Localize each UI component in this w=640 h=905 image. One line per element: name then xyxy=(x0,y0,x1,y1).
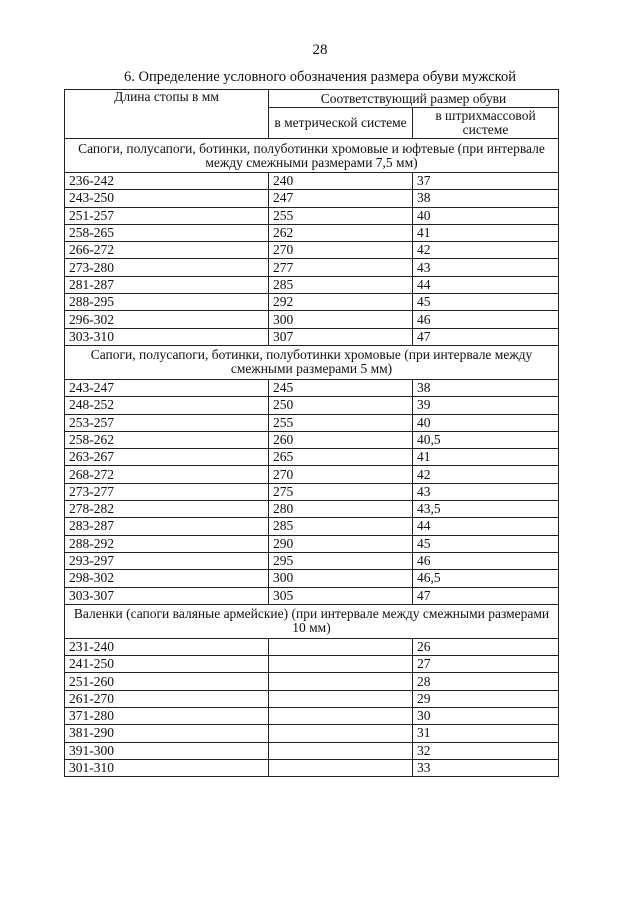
cell-foot-length: 371-280 xyxy=(65,708,269,725)
cell-metric-size xyxy=(269,725,413,742)
cell-metric-size: 285 xyxy=(269,518,413,535)
table-row xyxy=(65,656,559,673)
cell-foot-length: 253-257 xyxy=(65,414,269,431)
cell-metric-size: 290 xyxy=(269,535,413,552)
cell-stroke-size: 46,5 xyxy=(413,570,559,587)
header-foot-length: Длина стопы в мм xyxy=(65,90,269,139)
table-row xyxy=(65,483,559,500)
cell-metric-size: 255 xyxy=(269,414,413,431)
cell-metric-size: 270 xyxy=(269,242,413,259)
document-heading: 6. Определение условного обозначения размера обуви мужской xyxy=(124,69,516,85)
header-row xyxy=(65,90,559,108)
cell-stroke-size: 40 xyxy=(413,414,559,431)
table-body xyxy=(65,90,559,777)
table-row xyxy=(65,708,559,725)
cell-metric-size: 250 xyxy=(269,397,413,414)
cell-foot-length: 243-250 xyxy=(65,190,269,207)
cell-stroke-size: 39 xyxy=(413,397,559,414)
header-stroke-system: в штрихмассовой системе xyxy=(413,108,559,139)
cell-metric-size xyxy=(269,708,413,725)
cell-foot-length: 261-270 xyxy=(65,690,269,707)
table-row xyxy=(65,690,559,707)
cell-stroke-size: 27 xyxy=(413,656,559,673)
cell-stroke-size: 45 xyxy=(413,294,559,311)
table-row xyxy=(65,570,559,587)
cell-metric-size xyxy=(269,759,413,776)
cell-metric-size: 300 xyxy=(269,570,413,587)
cell-foot-length: 281-287 xyxy=(65,276,269,293)
cell-foot-length: 251-257 xyxy=(65,207,269,224)
cell-metric-size: 245 xyxy=(269,379,413,396)
cell-metric-size: 262 xyxy=(269,224,413,241)
cell-metric-size: 277 xyxy=(269,259,413,276)
table-row xyxy=(65,242,559,259)
table-row xyxy=(65,276,559,293)
cell-foot-length: 251-260 xyxy=(65,673,269,690)
section-title-row xyxy=(65,139,559,173)
cell-foot-length: 273-277 xyxy=(65,483,269,500)
table-row xyxy=(65,518,559,535)
table-row xyxy=(65,328,559,345)
cell-foot-length: 268-272 xyxy=(65,466,269,483)
table-row xyxy=(65,259,559,276)
cell-stroke-size: 46 xyxy=(413,552,559,569)
cell-foot-length: 293-297 xyxy=(65,552,269,569)
header-corresponding-size: Соответствующий размер обуви xyxy=(269,90,559,108)
cell-stroke-size: 37 xyxy=(413,173,559,190)
cell-foot-length: 288-295 xyxy=(65,294,269,311)
cell-foot-length: 303-310 xyxy=(65,328,269,345)
cell-metric-size: 295 xyxy=(269,552,413,569)
table-row xyxy=(65,207,559,224)
cell-stroke-size: 43 xyxy=(413,259,559,276)
table-row xyxy=(65,501,559,518)
cell-metric-size: 275 xyxy=(269,483,413,500)
cell-metric-size: 292 xyxy=(269,294,413,311)
cell-metric-size xyxy=(269,742,413,759)
cell-foot-length: 381-290 xyxy=(65,725,269,742)
cell-metric-size: 307 xyxy=(269,328,413,345)
cell-foot-length: 266-272 xyxy=(65,242,269,259)
cell-foot-length: 231-240 xyxy=(65,638,269,655)
cell-stroke-size: 40,5 xyxy=(413,431,559,448)
cell-metric-size: 265 xyxy=(269,449,413,466)
cell-stroke-size: 26 xyxy=(413,638,559,655)
cell-stroke-size: 38 xyxy=(413,379,559,396)
cell-stroke-size: 45 xyxy=(413,535,559,552)
section-title: Сапоги, полусапоги, ботинки, полуботинки хромовые (при интервале между смежными размерами 5 мм) xyxy=(65,345,559,379)
table-row xyxy=(65,224,559,241)
cell-metric-size: 255 xyxy=(269,207,413,224)
table-row xyxy=(65,190,559,207)
table-row xyxy=(65,379,559,396)
cell-stroke-size: 44 xyxy=(413,518,559,535)
cell-stroke-size: 33 xyxy=(413,759,559,776)
cell-stroke-size: 32 xyxy=(413,742,559,759)
page-number: 28 xyxy=(312,42,328,58)
cell-metric-size: 285 xyxy=(269,276,413,293)
cell-foot-length: 283-287 xyxy=(65,518,269,535)
table-row xyxy=(65,587,559,604)
cell-metric-size: 260 xyxy=(269,431,413,448)
cell-stroke-size: 43 xyxy=(413,483,559,500)
cell-metric-size: 280 xyxy=(269,501,413,518)
cell-metric-size: 240 xyxy=(269,173,413,190)
cell-stroke-size: 31 xyxy=(413,725,559,742)
section-title: Валенки (сапоги валяные армейские) (при интервале между смежными размерами 10 мм) xyxy=(65,604,559,638)
cell-foot-length: 243-247 xyxy=(65,379,269,396)
cell-stroke-size: 46 xyxy=(413,311,559,328)
shoe-size-table xyxy=(64,89,559,777)
cell-foot-length: 263-267 xyxy=(65,449,269,466)
cell-foot-length: 258-265 xyxy=(65,224,269,241)
cell-metric-size xyxy=(269,638,413,655)
cell-stroke-size: 42 xyxy=(413,466,559,483)
cell-metric-size: 247 xyxy=(269,190,413,207)
cell-metric-size xyxy=(269,690,413,707)
cell-foot-length: 278-282 xyxy=(65,501,269,518)
cell-metric-size xyxy=(269,656,413,673)
cell-stroke-size: 41 xyxy=(413,449,559,466)
table-row xyxy=(65,725,559,742)
cell-stroke-size: 38 xyxy=(413,190,559,207)
table-row xyxy=(65,397,559,414)
table-row xyxy=(65,466,559,483)
cell-stroke-size: 44 xyxy=(413,276,559,293)
cell-foot-length: 303-307 xyxy=(65,587,269,604)
table-row xyxy=(65,311,559,328)
table-row xyxy=(65,759,559,776)
table-row xyxy=(65,414,559,431)
table-row xyxy=(65,173,559,190)
table-row xyxy=(65,535,559,552)
cell-metric-size xyxy=(269,673,413,690)
cell-foot-length: 241-250 xyxy=(65,656,269,673)
table-row xyxy=(65,742,559,759)
table-row xyxy=(65,552,559,569)
cell-foot-length: 258-262 xyxy=(65,431,269,448)
cell-foot-length: 301-310 xyxy=(65,759,269,776)
cell-stroke-size: 40 xyxy=(413,207,559,224)
header-metric-system: в метрической системе xyxy=(269,108,413,139)
cell-stroke-size: 30 xyxy=(413,708,559,725)
cell-foot-length: 298-302 xyxy=(65,570,269,587)
cell-foot-length: 248-252 xyxy=(65,397,269,414)
cell-stroke-size: 28 xyxy=(413,673,559,690)
table-row xyxy=(65,431,559,448)
section-title-row xyxy=(65,604,559,638)
cell-foot-length: 236-242 xyxy=(65,173,269,190)
cell-stroke-size: 41 xyxy=(413,224,559,241)
cell-foot-length: 296-302 xyxy=(65,311,269,328)
table-row xyxy=(65,638,559,655)
section-title: Сапоги, полусапоги, ботинки, полуботинки хромовые и юфтевые (при интервале между смежными размерами 7,5 мм) xyxy=(65,139,559,173)
cell-stroke-size: 47 xyxy=(413,587,559,604)
cell-foot-length: 288-292 xyxy=(65,535,269,552)
table-row xyxy=(65,673,559,690)
cell-metric-size: 305 xyxy=(269,587,413,604)
cell-stroke-size: 29 xyxy=(413,690,559,707)
table-row xyxy=(65,449,559,466)
cell-metric-size: 300 xyxy=(269,311,413,328)
cell-foot-length: 391-300 xyxy=(65,742,269,759)
table-row xyxy=(65,294,559,311)
cell-stroke-size: 42 xyxy=(413,242,559,259)
cell-foot-length: 273-280 xyxy=(65,259,269,276)
cell-metric-size: 270 xyxy=(269,466,413,483)
section-title-row xyxy=(65,345,559,379)
cell-stroke-size: 43,5 xyxy=(413,501,559,518)
cell-stroke-size: 47 xyxy=(413,328,559,345)
